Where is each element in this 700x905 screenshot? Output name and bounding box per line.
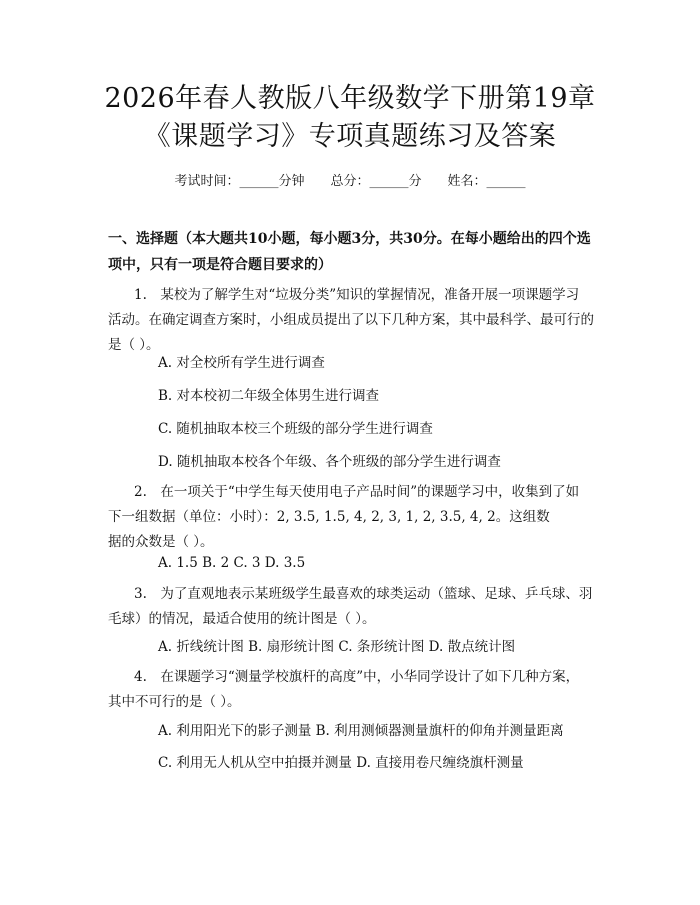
title-line-1: 2026年春人教版八年级数学下册第19章 <box>104 83 596 114</box>
question-1-line-3: 是（ ）。 <box>108 337 160 353</box>
question-2 <box>108 480 618 555</box>
question-2-line-2: 下一组数据（单位：小时）：2, 3.5, 1.5, 4, 2, 3, 1, 2, 3.5, 4, 2。这组数 <box>108 509 550 525</box>
question-2-line-3: 据的众数是（ ）。 <box>108 534 214 550</box>
question-1-option-a: A. 对全校所有学生进行调查 <box>158 355 325 371</box>
question-2-line-1: 2. 在一项关于“中学生每天使用电子产品时间”的课题学习中，收集到了如 <box>134 484 580 500</box>
question-3-line-2: 毛球）的情况，最适合使用的统计图是（ ）。 <box>108 611 376 627</box>
question-3-line-1: 3. 为了直观地表示某班级学生最喜欢的球类运动（篮球、足球、乒乓球、羽 <box>134 586 593 602</box>
question-3-options: A. 折线统计图 B. 扇形统计图 C. 条形统计图 D. 散点统计图 <box>158 639 516 655</box>
section-heading-line-2: 项中，只有一项是符合题目要求的） <box>108 257 332 273</box>
section-heading <box>108 226 608 278</box>
question-4 <box>108 665 618 715</box>
question-4-options-ab: A. 利用阳光下的影子测量 B. 利用测倾器测量旗杆的仰角并测量距离 <box>158 723 564 739</box>
question-1-line-2: 活动。在确定调查方案时，小组成员提出了以下几种方案，其中最科学、最可行的 <box>108 312 594 328</box>
exam-score: 总分：______分 <box>330 174 422 189</box>
question-2-options: A. 1.5 B. 2 C. 3 D. 3.5 <box>158 555 306 571</box>
question-3 <box>108 582 618 632</box>
exam-info <box>0 170 700 189</box>
title-line-2: 《课题学习》专项真题练习及答案 <box>143 121 557 152</box>
question-1-option-b: B. 对本校初二年级全体男生进行调查 <box>158 388 380 404</box>
exam-time: 考试时间：______分钟 <box>174 174 305 189</box>
question-4-line-1: 4. 在课题学习“测量学校旗杆的高度”中，小华同学设计了如下几种方案， <box>134 669 580 685</box>
question-1-option-c: C. 随机抽取本校三个班级的部分学生进行调查 <box>158 421 433 437</box>
question-4-line-2: 其中不可行的是（ ）。 <box>108 694 241 710</box>
section-heading-line-1: 一、选择题（本大题共10小题，每小题3分，共30分。在每小题给出的四个选 <box>108 231 591 247</box>
question-1 <box>108 283 618 358</box>
question-4-options-cd: C. 利用无人机从空中拍摄并测量 D. 直接用卷尺缠绕旗杆测量 <box>158 755 524 771</box>
exam-name: 姓名：______ <box>447 174 526 189</box>
question-1-option-d: D. 随机抽取本校各个年级、各个班级的部分学生进行调查 <box>158 454 501 470</box>
question-1-line-1: 1. 某校为了解学生对“垃圾分类”知识的掌握情况，准备开展一项课题学习 <box>134 287 580 303</box>
